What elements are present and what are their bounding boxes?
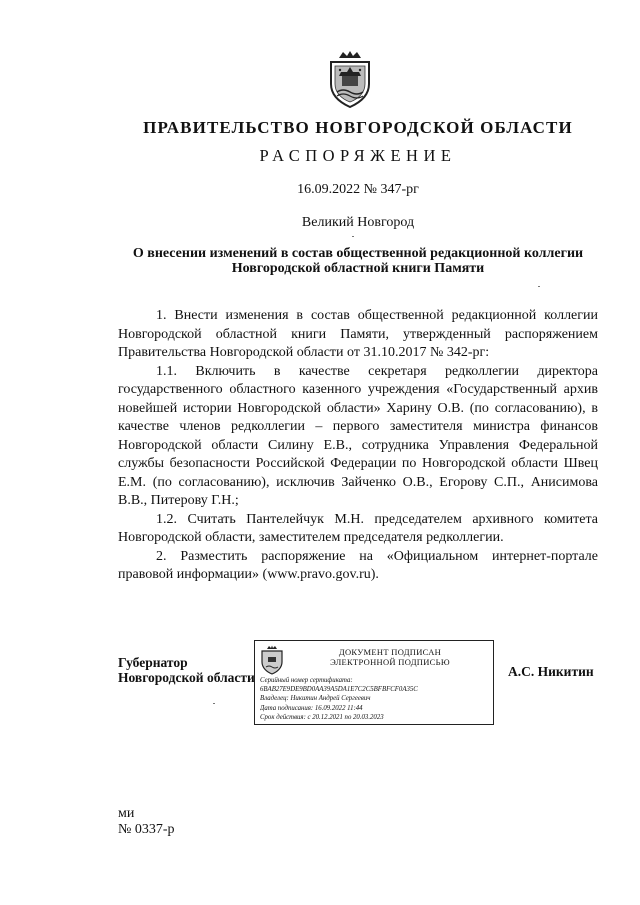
stamp-signed-date: Дата подписания: 16.09.2022 11:44 — [260, 704, 363, 712]
electronic-signature-stamp — [254, 640, 494, 725]
document-body — [118, 307, 598, 585]
paragraph-2: 2. Разместить распоряжение на «Официальном интернет-портале правовой информации» (www.pravo.gov.ru). — [118, 548, 598, 582]
paragraph-1-2: 1.2. Считать Пантелейчук М.Н. председателем архивного комитета Новгородской области, заместителем председателя редколлегии. — [118, 511, 598, 545]
document-subject — [118, 246, 598, 276]
footer-initials: ми — [118, 806, 135, 821]
stamp-heading-line-1: ДОКУМЕНТ ПОДПИСАН — [338, 647, 442, 657]
scan-speck — [352, 236, 354, 237]
scan-speck — [538, 286, 540, 287]
document-date-number: 16.09.2022 № 347-рг — [297, 182, 419, 197]
government-title: ПРАВИТЕЛЬСТВО НОВГОРОДСКОЙ ОБЛАСТИ — [143, 118, 573, 137]
signer-position-line-1: Губернатор — [118, 655, 188, 670]
paragraph-1-1: 1.1. Включить в качестве секретаря редколлегии директора государственного областного казенного учреждения «Государственный архив новейшей истории Новгородской области» Харину О.В. (по согласованию), в качестве членов редколлегии – первого заместителя министра финансов Новгородской области Силину Е.В., сотрудника Управления Федеральной службы безопасности Российской Федерации по Новгородской области Швец Е.М. (по согласованию), исключив Зайченко О.В., Егорову С.П., Анисимова В.В., Питерову Г.Н.; — [118, 363, 598, 508]
scan-speck — [213, 703, 215, 704]
stamp-owner: Владелец: Никитин Андрей Сергеевич — [260, 695, 371, 703]
signer-name: А.С. Никитин — [508, 664, 594, 679]
coat-of-arms-icon — [260, 645, 284, 675]
document-type: РАСПОРЯЖЕНИЕ — [259, 146, 457, 165]
footer-code — [118, 806, 175, 838]
stamp-details — [260, 676, 489, 722]
footer-document-code: № 0337-р — [118, 822, 175, 837]
stamp-validity: Срок действия: с 20.12.2021 по 20.03.2023 — [260, 713, 384, 721]
stamp-heading-line-2: ЭЛЕКТРОННОЙ ПОДПИСЬЮ — [330, 657, 450, 667]
subject-line-2: Новгородской областной книги Памяти — [231, 261, 485, 276]
paragraph-1: 1. Внести изменения в состав общественной редакционной коллегии Новгородской областной книги Памяти, утвержденный распоряжением Правительства Новгородской области от 31.10.2017 № 342-рг: — [118, 308, 598, 360]
stamp-heading — [291, 647, 489, 667]
signer-position — [118, 655, 255, 685]
document-city: Великий Новгород — [301, 215, 415, 230]
coat-of-arms-icon — [325, 50, 375, 108]
signer-position-line-2: Новгородской области — [118, 670, 255, 685]
stamp-cert-label: Серийный номер сертификата: — [260, 677, 353, 684]
subject-line-1: О внесении изменений в состав общественной редакционной коллегии — [132, 246, 584, 261]
stamp-cert-value: 6BAB27E9DE9BD0AA39A5DA1E7C2C5BFBFCF0A35C — [260, 686, 418, 694]
